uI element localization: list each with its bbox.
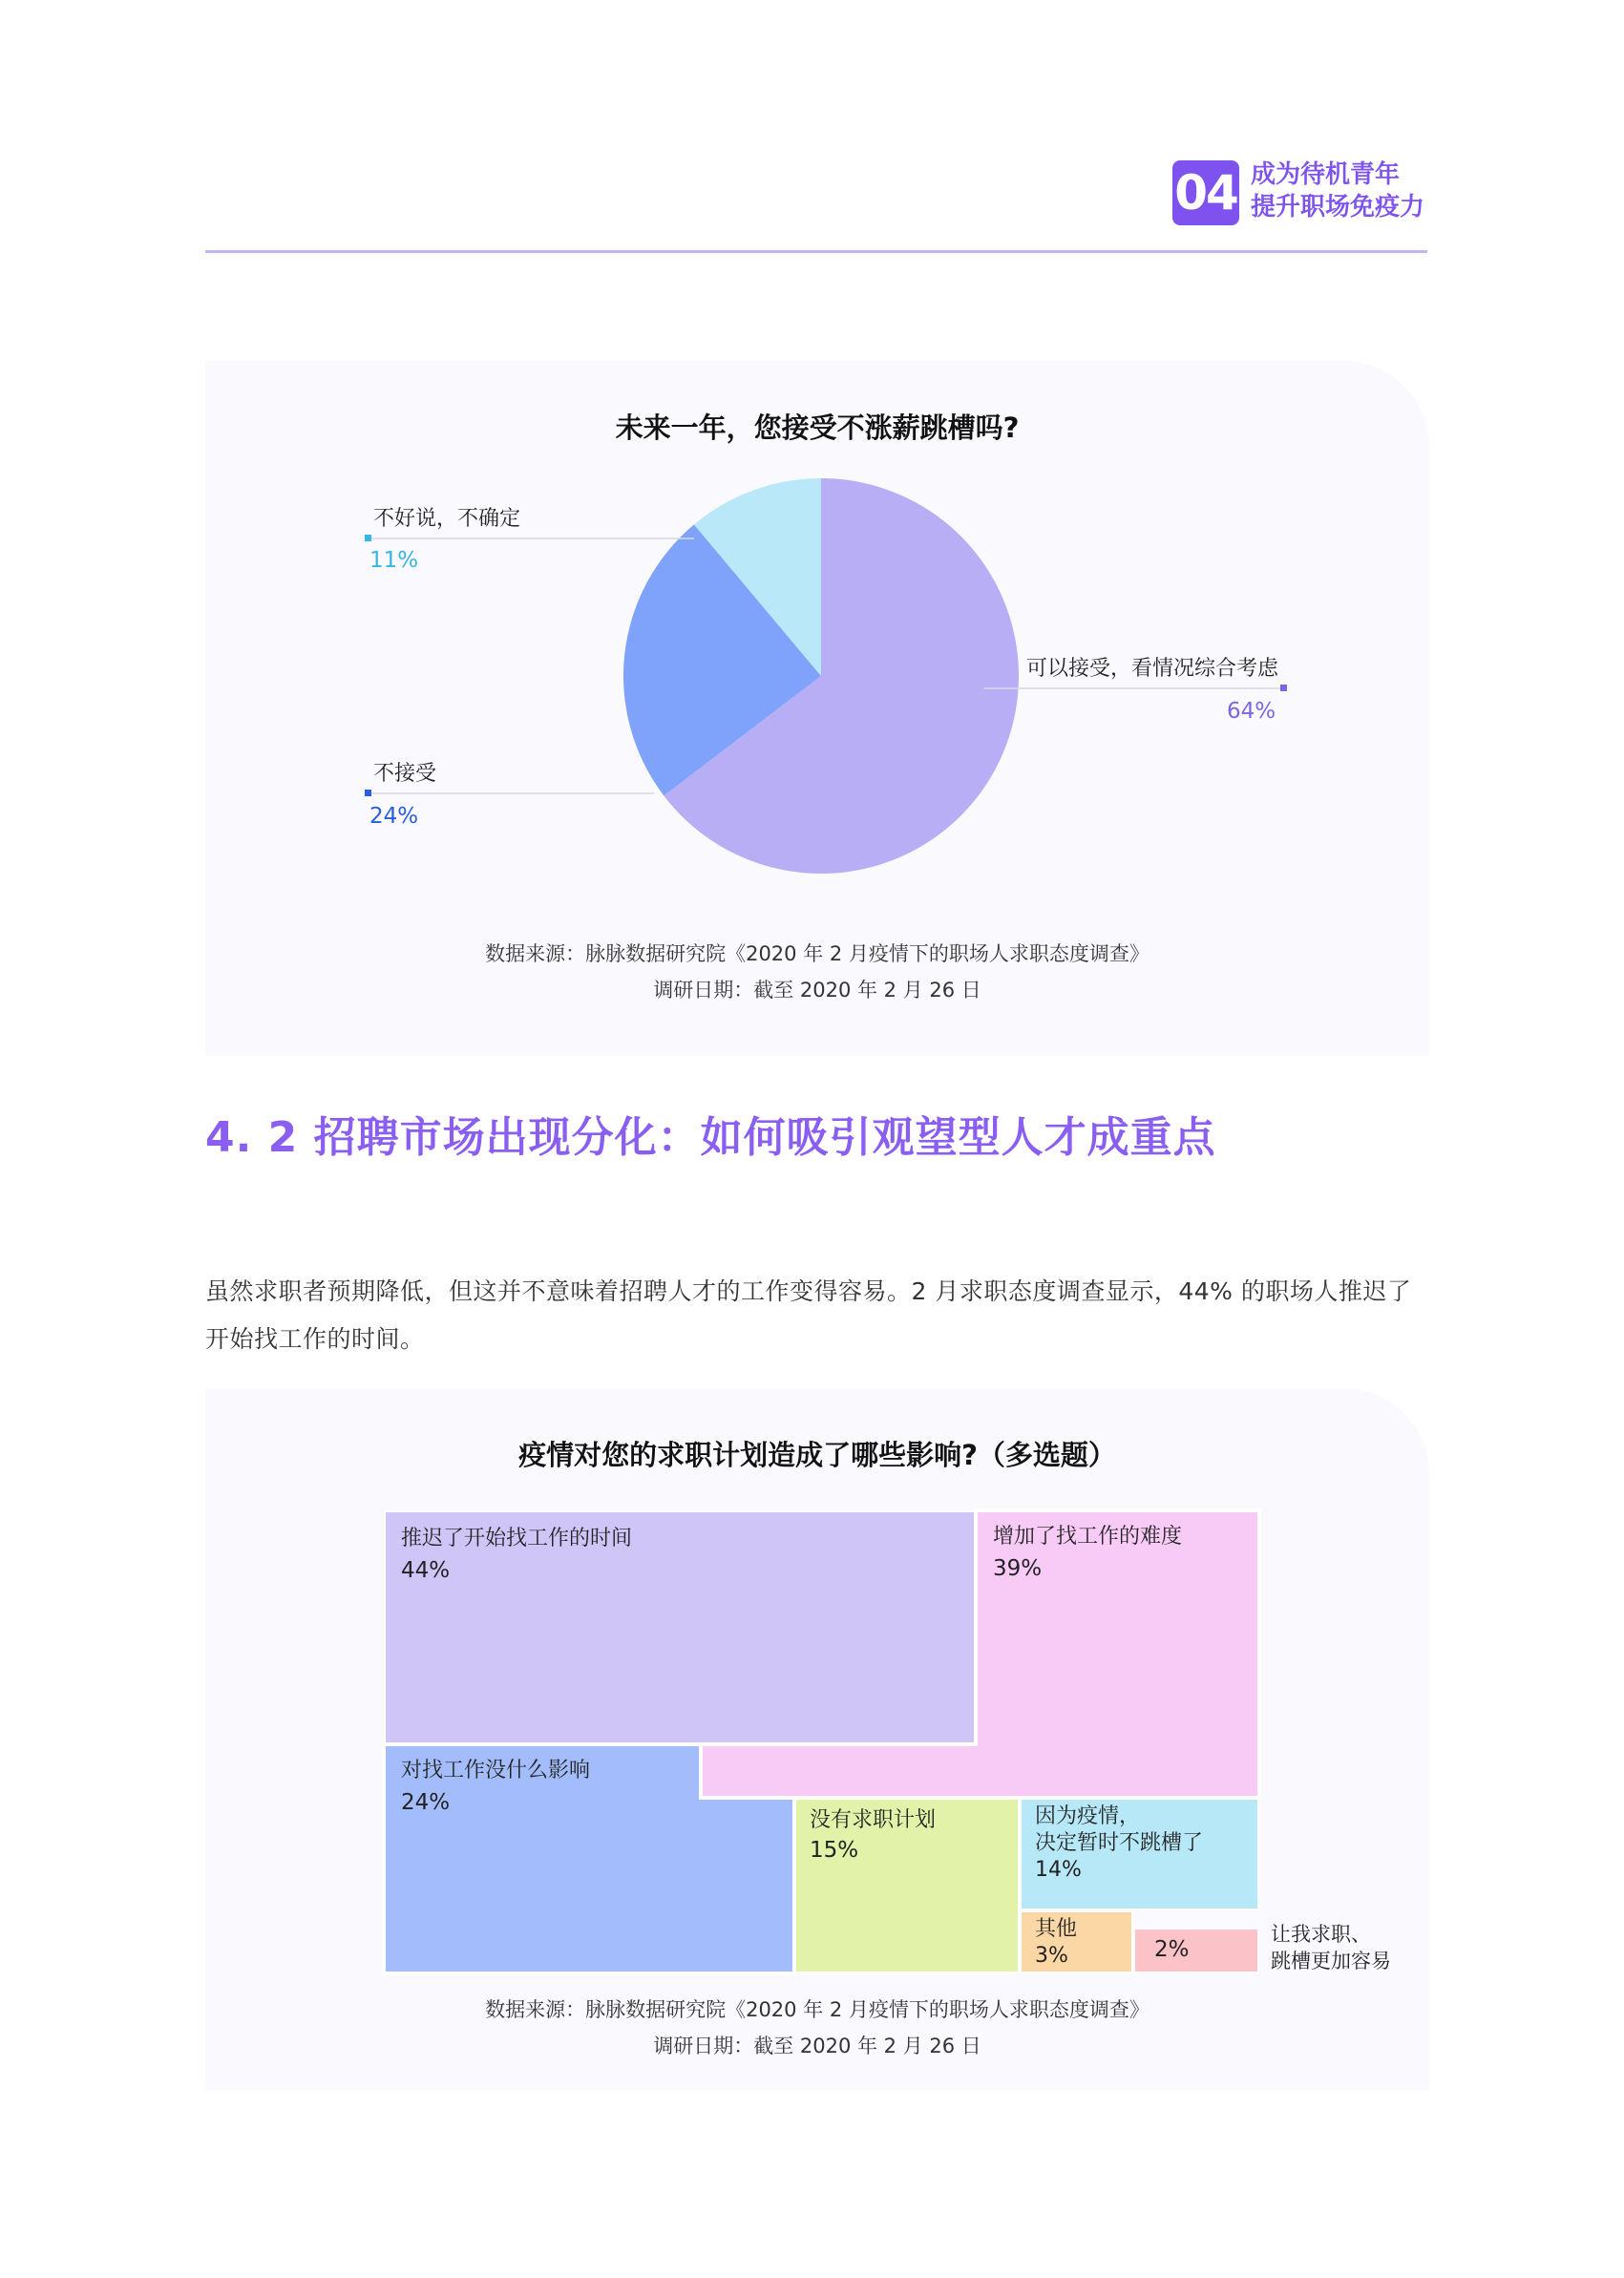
treemap-panel bbox=[205, 1388, 1429, 2090]
pie-source-line2: 调研日期：截至 2020 年 2 月 26 日 bbox=[653, 979, 981, 1002]
marker-accept bbox=[1280, 685, 1287, 691]
treemap-source-line1: 数据来源：脉脉数据研究院《2020 年 2 月疫情下的职场人求职态度调查》 bbox=[485, 1998, 1149, 2021]
section-paragraph: 虽然求职者预期降低，但这并不意味着招聘人才的工作变得容易。2 月求职态度调查显示，44% 的职场人推迟了开始找工作的时间。 bbox=[205, 1277, 1412, 1353]
treemap-easier-value: 2% bbox=[1154, 1937, 1190, 1962]
pie-value-reject: 24% bbox=[369, 804, 419, 829]
treemap-noeffect-shape bbox=[205, 1388, 1429, 2090]
marker-reject bbox=[365, 790, 371, 796]
pie-label-accept: 可以接受，看情况综合考虑 bbox=[1026, 657, 1279, 681]
pie-value-accept: 64% bbox=[1227, 699, 1276, 724]
treemap-source-line2: 调研日期：截至 2020 年 2 月 26 日 bbox=[653, 2035, 981, 2057]
treemap-noplan-value: 15% bbox=[810, 1838, 859, 1863]
treemap-noeffect-label: 对找工作没什么影响 bbox=[401, 1759, 591, 1782]
treemap-title: 疫情对您的求职计划造成了哪些影响?（多选题） bbox=[518, 1439, 1116, 1471]
treemap-difficulty-value: 39% bbox=[993, 1556, 1043, 1581]
treemap-easier-rect bbox=[1133, 1928, 1259, 1973]
treemap-easier-label-line2: 跳槽更加容易 bbox=[1271, 1950, 1391, 1972]
treemap-stay-label-line1: 因为疫情， bbox=[1035, 1804, 1141, 1828]
treemap-other-rect bbox=[1020, 1910, 1133, 1973]
treemap-difficulty-label: 增加了找工作的难度 bbox=[993, 1525, 1183, 1549]
chapter-title bbox=[1251, 158, 1432, 223]
treemap-noplan-rect bbox=[794, 1798, 1020, 1973]
pie-source-line1: 数据来源：脉脉数据研究院《2020 年 2 月疫情下的职场人求职态度调查》 bbox=[485, 942, 1149, 965]
pie-chart-panel bbox=[205, 361, 1429, 1056]
treemap-delay-value: 44% bbox=[401, 1558, 451, 1583]
treemap-stay-value: 14% bbox=[1035, 1858, 1082, 1882]
treemap-easier-label bbox=[1271, 1921, 1391, 1974]
treemap-noeffect-value: 24% bbox=[401, 1790, 451, 1815]
chapter-title-line2: 提升职场免疫力 bbox=[1251, 193, 1425, 221]
pie-label-uncertain: 不好说，不确定 bbox=[373, 507, 521, 531]
treemap-stay-label-line2: 决定暂时不跳槽了 bbox=[1035, 1831, 1204, 1855]
chapter-title-line1: 成为待机青年 bbox=[1251, 160, 1401, 189]
treemap-noeffect-text bbox=[384, 1744, 699, 1821]
treemap-easier-label-line1: 让我求职、 bbox=[1271, 1923, 1371, 1946]
treemap-delay-label: 推迟了开始找工作的时间 bbox=[401, 1527, 633, 1550]
header-divider bbox=[205, 250, 1427, 253]
pie-chart-title: 未来一年，您接受不涨薪跳槽吗? bbox=[615, 411, 1020, 444]
treemap-other-value: 3% bbox=[1035, 1944, 1068, 1968]
treemap-other-label: 其他 bbox=[1035, 1917, 1078, 1941]
marker-uncertain bbox=[365, 535, 371, 541]
chapter-number-badge: 04 bbox=[1172, 160, 1239, 225]
section-title: 4. 2 招聘市场出现分化：如何吸引观望型人才成重点 bbox=[205, 1113, 1216, 1162]
pie-label-reject: 不接受 bbox=[373, 762, 437, 786]
treemap-stay-rect bbox=[1020, 1798, 1259, 1910]
treemap-noplan-label: 没有求职计划 bbox=[810, 1808, 937, 1832]
pie-value-uncertain: 11% bbox=[369, 548, 419, 573]
